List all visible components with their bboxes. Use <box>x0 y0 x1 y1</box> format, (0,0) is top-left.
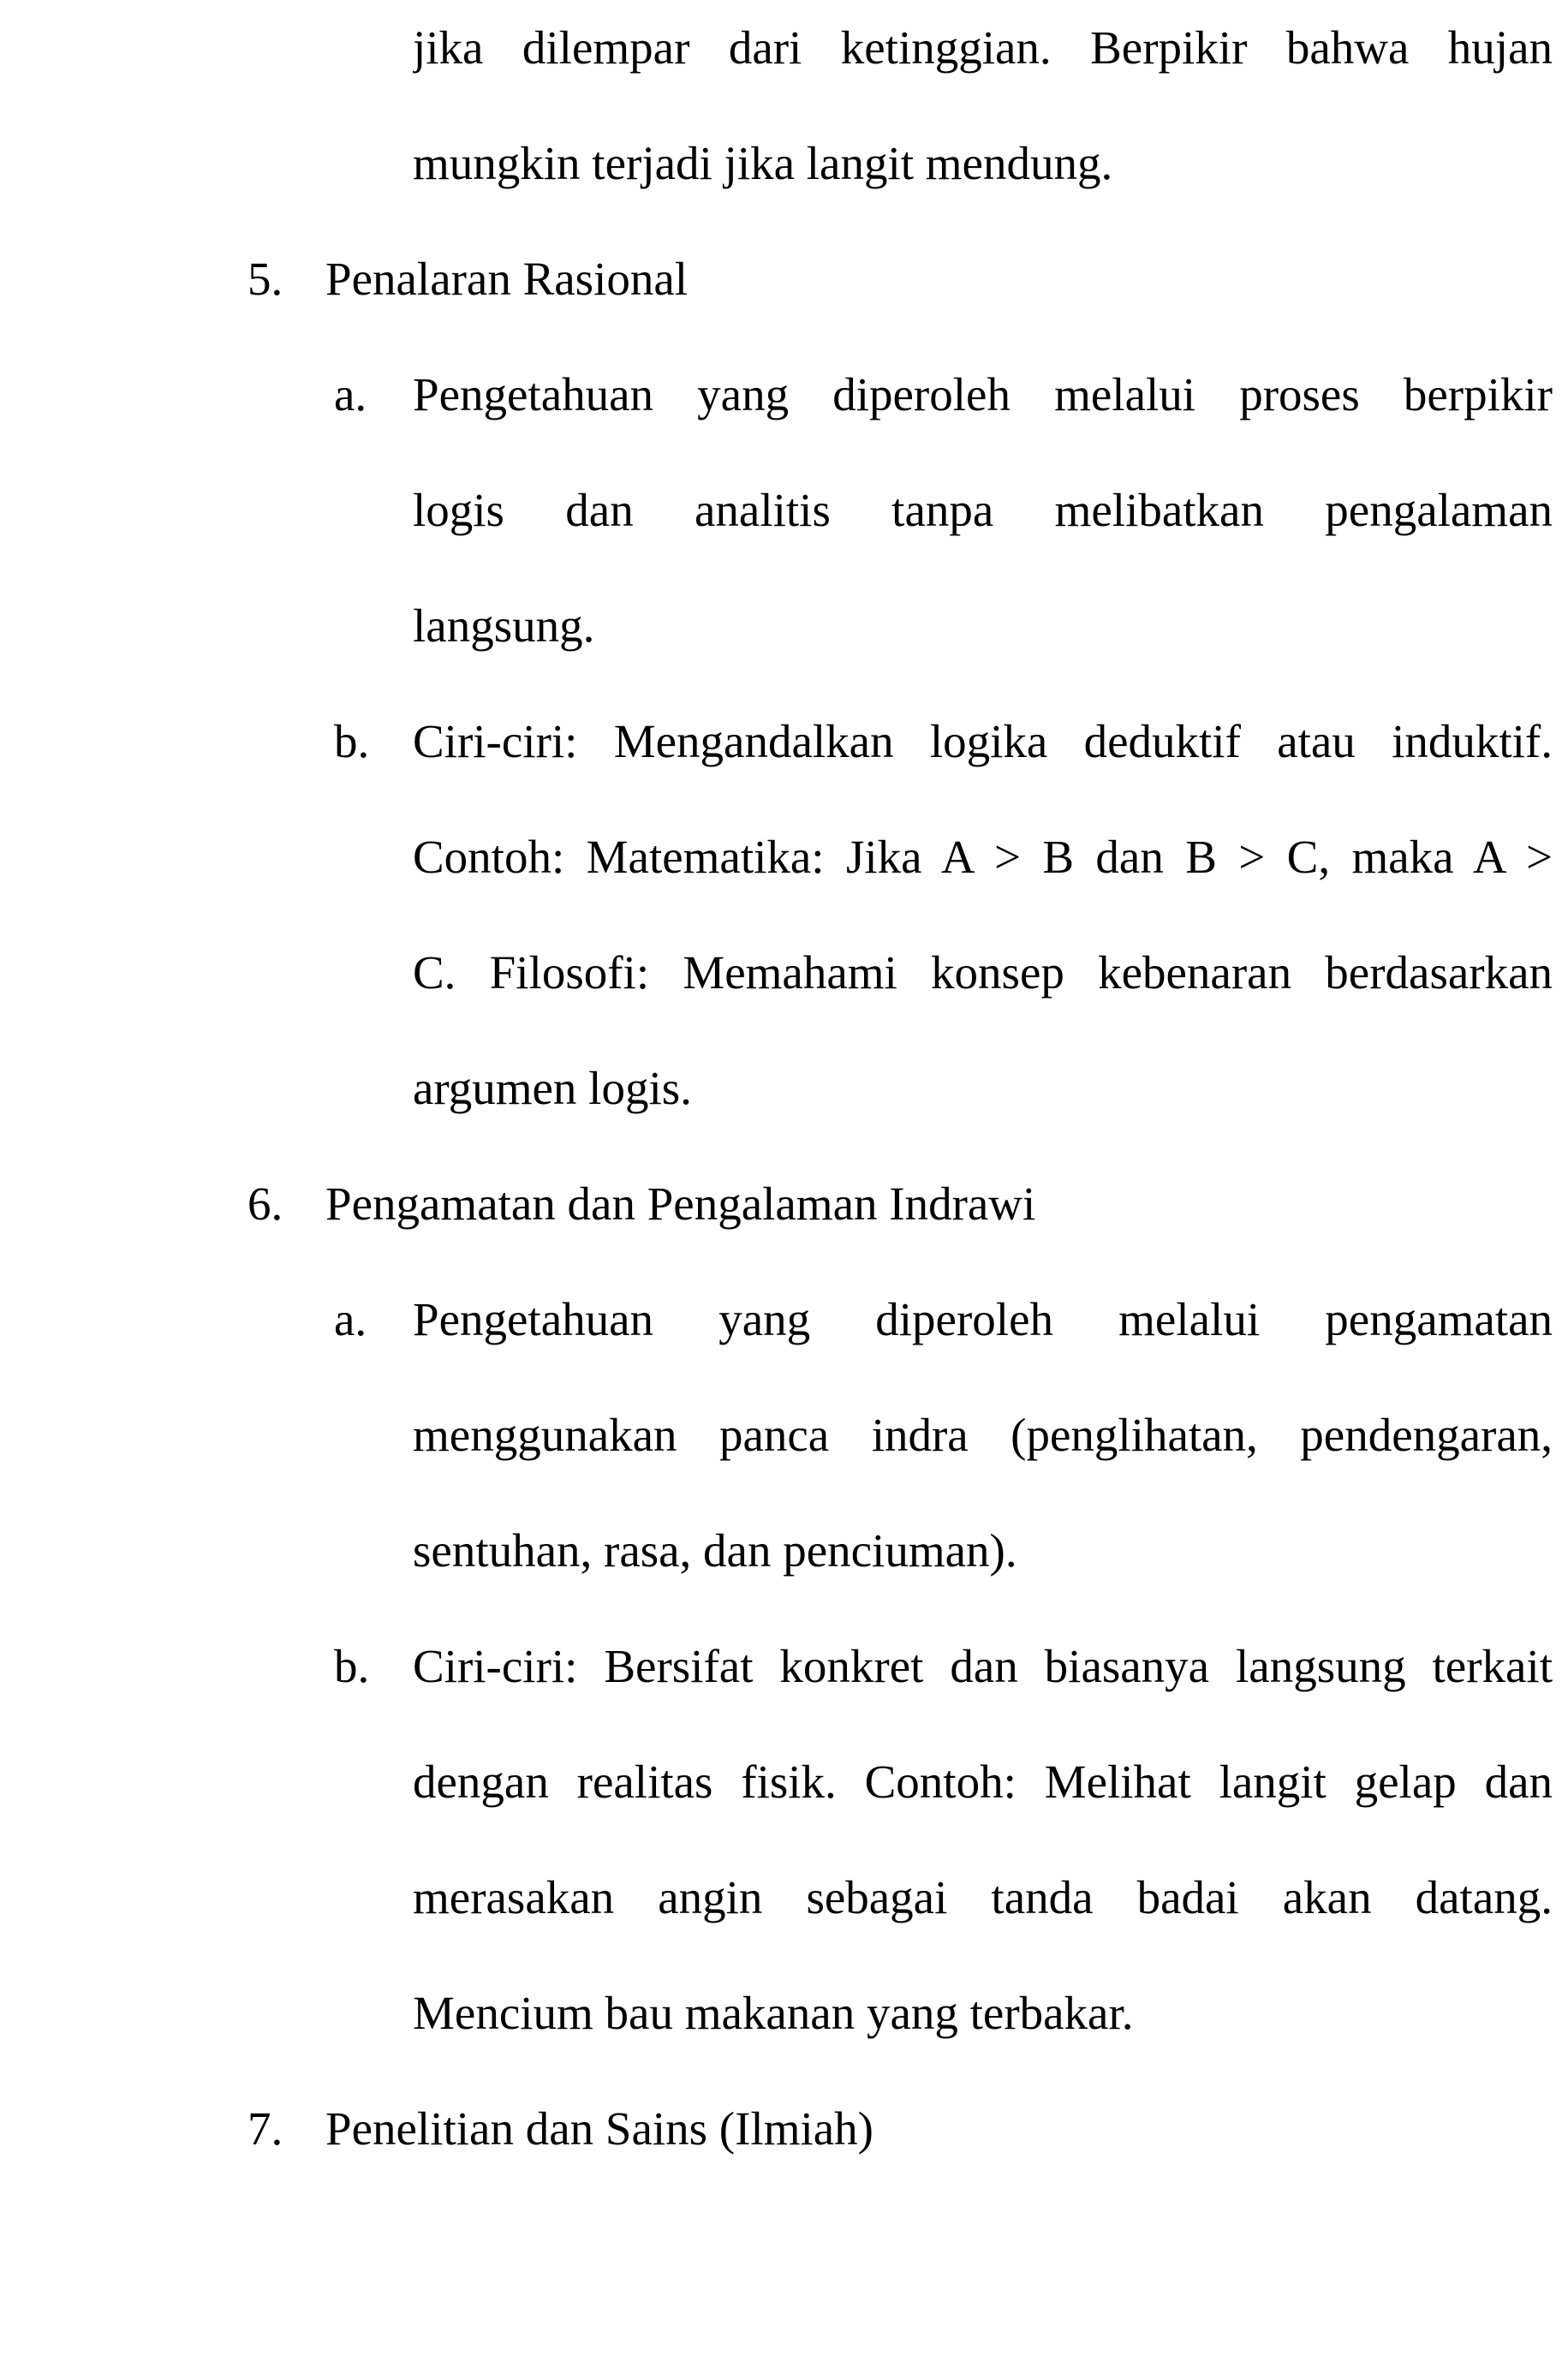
section-heading: Penelitian dan Sains (Ilmiah) <box>325 2102 873 2155</box>
body-line: menggunakan panca indra (penglihatan, pendengaran, <box>413 1409 1553 1461</box>
sub-list-marker: b. <box>334 715 370 767</box>
body-line: Ciri-ciri: Mengandalkan logika deduktif atau induktif. <box>413 715 1553 767</box>
body-line: Contoh: Matematika: Jika A > B dan B > C, maka A > <box>413 831 1553 883</box>
body-line: merasakan angin sebagai tanda badai akan datang. <box>413 1871 1553 1923</box>
body-line: mungkin terjadi jika langit mendung. <box>413 137 1113 189</box>
body-line: langsung. <box>413 599 595 652</box>
list-number: 6. <box>247 1178 283 1230</box>
body-line: jika dilempar dari ketinggian. Berpikir bahwa hujan <box>413 21 1553 74</box>
body-line: argumen logis. <box>413 1062 692 1114</box>
list-number: 7. <box>247 2102 283 2155</box>
sub-list-marker: a. <box>334 368 367 420</box>
body-line: Ciri-ciri: Bersifat konkret dan biasanya langsung terkait <box>413 1640 1553 1692</box>
section-heading: Pengamatan dan Pengalaman Indrawi <box>325 1178 1036 1230</box>
body-line: Pengetahuan yang diperoleh melalui proses berpikir <box>413 368 1553 420</box>
sub-list-marker: b. <box>334 1640 370 1692</box>
sub-list-marker: a. <box>334 1293 367 1345</box>
body-line: sentuhan, rasa, dan penciuman). <box>413 1524 1017 1577</box>
body-line: Mencium bau makanan yang terbakar. <box>413 1987 1134 2039</box>
section-heading: Penalaran Rasional <box>325 253 689 305</box>
body-line: logis dan analitis tanpa melibatkan pengalaman <box>413 484 1553 536</box>
list-number: 5. <box>247 253 283 305</box>
body-line: Pengetahuan yang diperoleh melalui pengamatan <box>413 1293 1553 1345</box>
body-line: dengan realitas fisik. Contoh: Melihat langit gelap dan <box>413 1756 1553 1808</box>
body-line: C. Filosofi: Memahami konsep kebenaran berdasarkan <box>413 946 1553 999</box>
